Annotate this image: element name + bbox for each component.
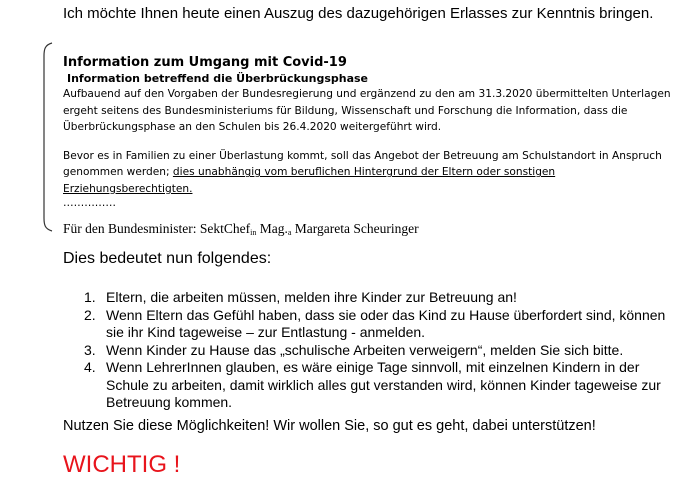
- excerpt-paragraph-2-text: Bevor es in Familien zu einer Überlastung kommt, soll das Angebot der Betreuung am Schulstandort in Anspruch genommen werden;: [63, 149, 662, 179]
- excerpt-paragraph-2: [63, 148, 683, 198]
- measures-list: [84, 289, 684, 412]
- excerpt-ellipsis: ……………: [63, 196, 116, 209]
- excerpt-subtitle: Information betreffend die Überbrückungsphase: [67, 72, 369, 85]
- excerpt-title: Information zum Umgang mit Covid-19: [63, 55, 347, 70]
- signature-prefix: Für den Bundesminister: SektChef: [63, 221, 251, 236]
- list-item-number: 3.: [84, 341, 96, 358]
- list-item: [84, 342, 684, 360]
- closing-text: Nutzen Sie diese Möglichkeiten! Wir wollen Sie, so gut es geht, dabei unterstützen!: [63, 418, 596, 434]
- quote-bracket: [40, 42, 56, 232]
- excerpt-signature: [63, 221, 419, 237]
- list-item-number: 4.: [84, 359, 96, 375]
- list-item: [84, 359, 684, 412]
- list-item: [84, 289, 684, 307]
- list-item-text: Wenn LehrerInnen glauben, es wäre einige Tage sinnvoll, mit einzelnen Kindern in der Schule zu arbeiten, damit wirklich alles gut verstanden wird, können Kinder tageweise zur Betreuung kommen.: [106, 359, 661, 410]
- list-item-text: Wenn Kinder zu Hause das „schulische Arbeiten verweigern“, melden Sie sich bitte.: [106, 341, 624, 358]
- signature-name: Margareta Scheuringer: [291, 221, 419, 236]
- decree-excerpt: [63, 54, 683, 208]
- list-item-number: 2.: [84, 306, 96, 323]
- list-item-text: Wenn Eltern das Gefühl haben, dass sie oder das Kind zu Hause überfordert sind, können sie ihr Kind tageweise – zur Entlastung - anmelden.: [106, 306, 666, 340]
- list-item: [84, 307, 684, 342]
- signature-middle: Mag.: [256, 221, 288, 236]
- list-item-number: 1.: [84, 289, 96, 305]
- signature-suffix-1: in: [250, 228, 257, 237]
- list-item-text: Eltern, die arbeiten müssen, melden ihre Kinder zur Betreuung an!: [106, 289, 517, 305]
- excerpt-paragraph-1: Aufbauend auf den Vorgaben der Bundesregierung und ergänzend zu den am 31.3.2020 übermittelten Unterlagen ergeht seitens des Bundesministeriums für Bildung, Wissenschaft und Forschung die Information, dass die Überbrückungsphase an den Schulen bis 26.4.2020 weitergeführt wird.: [63, 88, 671, 134]
- excerpt-paragraph-2-underlined: dies unabhängig vom beruflichen Hintergrund der Eltern oder sonstigen Erziehungsberechtigten.: [63, 166, 556, 195]
- meaning-heading: Dies bedeutet nun folgendes:: [63, 250, 272, 267]
- signature-suffix-2: a: [287, 228, 292, 237]
- intro-text: Ich möchte Ihnen heute einen Auszug des dazugehörigen Erlasses zur Kenntnis bringen.: [63, 5, 654, 22]
- important-heading: WICHTIG !: [63, 451, 181, 478]
